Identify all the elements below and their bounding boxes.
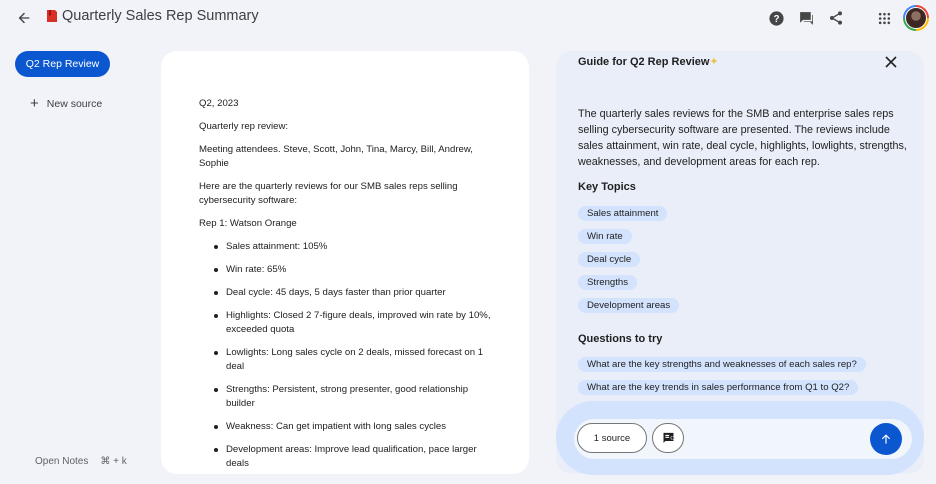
source-document-panel[interactable]	[161, 51, 529, 474]
plus-icon: +	[30, 95, 39, 112]
guide-title-text: Guide for Q2 Rep Review	[578, 56, 710, 68]
source-chip-q2-rep-review[interactable]: Q2 Rep Review	[15, 51, 110, 77]
sparkle-icon: ✦	[709, 56, 719, 68]
suggested-questions-list	[578, 357, 866, 395]
help-icon[interactable]	[764, 6, 788, 30]
open-notes-shortcut: ⌘ + k	[100, 456, 127, 467]
apps-area	[872, 6, 896, 30]
top-bar	[0, 0, 936, 40]
document-line: Rep 1: Watson Orange	[199, 218, 297, 229]
topic-chip[interactable]: Development areas	[578, 298, 679, 313]
chat-composer	[556, 401, 924, 475]
topic-chip[interactable]: Sales attainment	[578, 206, 667, 221]
back-button[interactable]	[12, 6, 36, 30]
close-button[interactable]	[882, 53, 900, 71]
feedback-icon[interactable]	[794, 6, 818, 30]
arrow-left-icon	[16, 10, 32, 26]
add-note-icon	[661, 431, 676, 446]
add-note-button[interactable]	[652, 423, 684, 453]
notebook-title-area	[46, 8, 259, 24]
question-chip[interactable]: What are the key trends in sales performance from Q1 to Q2?	[578, 380, 858, 395]
topic-chip[interactable]: Win rate	[578, 229, 632, 244]
document-content	[199, 97, 499, 474]
avatar[interactable]	[903, 5, 929, 31]
source-count-button[interactable]: 1 source	[577, 423, 647, 453]
questions-heading: Questions to try	[578, 333, 663, 345]
list-item: Sales attainment: 105%	[211, 240, 499, 254]
avatar-image	[905, 7, 927, 29]
document-line: Q2, 2023	[199, 98, 239, 109]
send-button[interactable]	[870, 423, 902, 455]
guide-title	[578, 55, 719, 68]
topic-chip[interactable]: Deal cycle	[578, 252, 640, 267]
list-item: Weakness: Can get impatient with long sales cycles	[211, 420, 499, 434]
list-item: Development areas: Improve lead qualification, pace larger deals	[211, 443, 499, 471]
new-source-button[interactable]	[30, 96, 102, 111]
header-actions	[764, 6, 848, 30]
guide-summary: The quarterly sales reviews for the SMB and enterprise sales reps selling cybersecurity software are presented. The reviews include sales attainment, win rate, deal cycle, highlights, lowlights, strengths, weaknesses, and development areas for each rep.	[578, 108, 907, 168]
document-line: Quarterly rep review:	[199, 121, 289, 132]
new-source-label: New source	[46, 97, 103, 110]
list-item: Highlights: Closed 2 7-figure deals, improved win rate by 10%, exceeded quota	[211, 309, 499, 337]
rep-bullet-list	[211, 240, 499, 471]
list-item: Deal cycle: 45 days, 5 days faster than prior quarter	[211, 286, 499, 300]
page-title[interactable]: Quarterly Sales Rep Summary	[62, 8, 259, 24]
open-notes-label: Open Notes	[35, 456, 89, 467]
key-topics-heading: Key Topics	[578, 181, 636, 193]
key-topics-list	[578, 206, 679, 313]
chat-input-bar[interactable]	[574, 419, 912, 459]
list-item: Lowlights: Long sales cycle on 2 deals, missed forecast on 1 deal	[211, 346, 499, 374]
document-line: Meeting attendees. Steve, Scott, John, Tina, Marcy, Bill, Andrew, Sophie	[199, 144, 473, 169]
share-icon[interactable]	[824, 6, 848, 30]
open-notes-button[interactable]	[35, 456, 127, 467]
apps-grid-icon[interactable]	[872, 6, 896, 30]
list-item: Strengths: Persistent, strong presenter, good relationship builder	[211, 383, 499, 411]
topic-chip[interactable]: Strengths	[578, 275, 637, 290]
list-item: Win rate: 65%	[211, 263, 499, 277]
notebook-icon	[46, 9, 58, 23]
svg-text:?: ?	[772, 13, 780, 25]
document-line: Here are the quarterly reviews for our SMB sales reps selling cybersecurity software:	[199, 181, 458, 206]
arrow-up-icon	[879, 432, 893, 446]
question-chip[interactable]: What are the key strengths and weaknesses of each sales rep?	[578, 357, 866, 372]
close-icon	[885, 56, 897, 68]
